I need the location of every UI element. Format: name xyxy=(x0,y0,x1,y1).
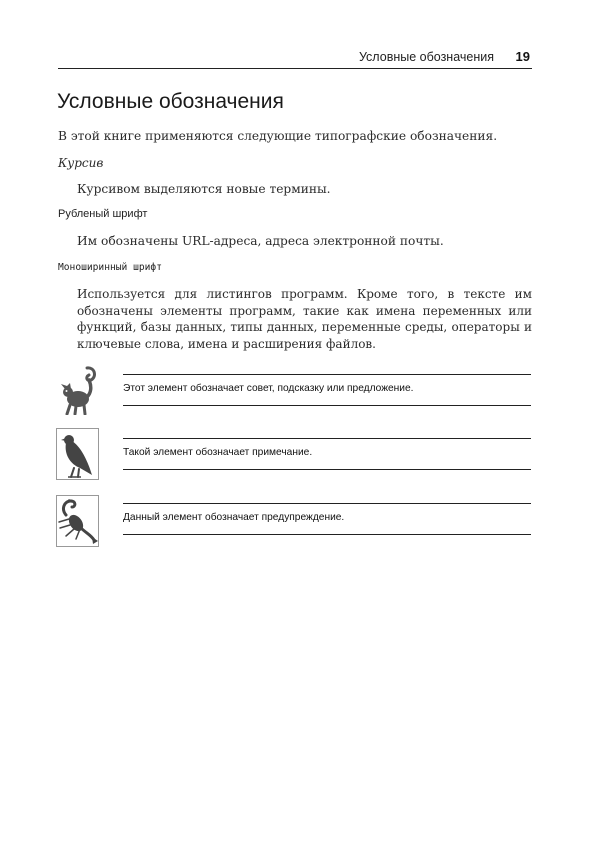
term-italic: Курсив xyxy=(58,156,104,170)
crow-icon xyxy=(56,428,99,480)
running-header xyxy=(58,48,532,69)
term-sans-serif-description: Им обозначены URL-адреса, адреса электронной почты. xyxy=(77,234,444,248)
intro-paragraph: В этой книге применяются следующие типографские обозначения. xyxy=(58,129,498,143)
running-header-title: Условные обозначения xyxy=(358,50,494,64)
info-note-text: Такой элемент обозначает примечание. xyxy=(123,447,313,458)
scorpion-icon xyxy=(56,495,99,547)
term-italic-description: Курсивом выделяются новые термины. xyxy=(77,182,331,196)
lemur-icon xyxy=(56,363,99,415)
page-number: 19 xyxy=(515,49,530,64)
term-sans-serif: Рубленый шрифт xyxy=(58,208,148,220)
warning-note xyxy=(123,503,531,535)
term-monospace-description: Используется для листингов программ. Кроме того, в тексте им обозначены элементы программ, такие как имена переменных или функций, базы данных, типы данных, переменные среды, операторы и ключевые слова, имена и расширения файлов. xyxy=(77,287,532,351)
warning-note-text: Данный элемент обозначает предупреждение. xyxy=(123,512,345,523)
tip-note xyxy=(123,374,531,406)
info-note xyxy=(123,438,531,470)
chapter-title: Условные обозначения xyxy=(57,90,284,113)
tip-note-text: Этот элемент обозначает совет, подсказку или предложение. xyxy=(123,383,414,394)
term-monospace: Моноширинный шрифт xyxy=(58,262,162,273)
